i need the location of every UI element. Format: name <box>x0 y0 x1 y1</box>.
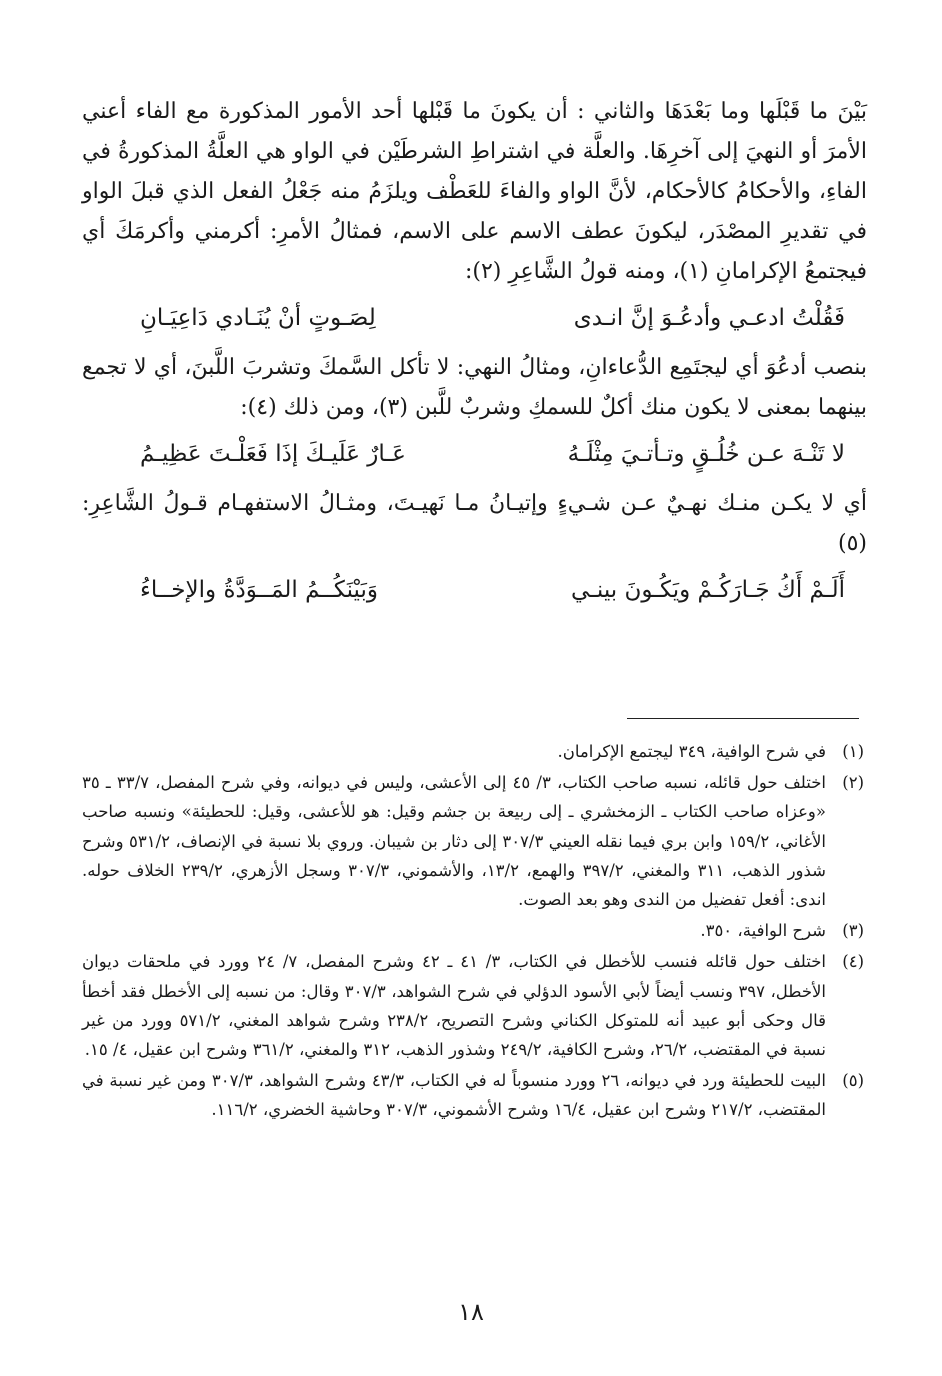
footnote-separator <box>627 718 859 719</box>
footnote-1 <box>82 737 864 766</box>
paragraph-3: أي لا يكـن منـك نهـيٌ عـن شـيءٍ وإتيـانُ مـا نَهيـتَ، ومثـالُ الاستفهـام قـولُ الشَّاعِرِ: (٥) <box>82 491 867 556</box>
verse-3-first-hemistich: أَلَـمْ أَكُ جَـارَكُـمْ ويَكُـونَ بينـي <box>570 577 845 603</box>
footnote-number: (٣) <box>842 921 864 941</box>
footnote-number: (٥) <box>842 1071 864 1091</box>
verse-1-first-hemistich: فَقُلْتُ ادعـي وأدعُـوَ إنَّ انـدى <box>573 305 845 331</box>
verse-3 <box>82 570 867 610</box>
footnote-text: البيت للحطيئة ورد في ديوانه، ٢٦ وورد منسوباً له في الكتاب، ٤٣/٣ وشرح الشواهد، ٣٠٧/٣ ومن غير نسبة في المقتضب، ٢١٧/٢ وشرح ابن عقيل، ١٦/٤ وشرح الأشموني، ٣٠٧/٣ وحاشية الخضري، ١١٦/٢. <box>82 1071 826 1120</box>
verse-2-second-hemistich: عَـارٌ عَلَيـكَ إذَا فَعَلْـتَ عَظِيـمُ <box>140 441 406 467</box>
footnote-text: شرح الوافية، ٣٥٠. <box>700 921 826 941</box>
verse-3-second-hemistich: وَبَيْنَكُــمُ المَــوَدَّةُ والإخــاءُ <box>140 577 378 603</box>
verse-1 <box>82 298 867 338</box>
footnote-text: اختلف حول قائله فنسب للأخطل في الكتاب، ٣/ ٤١ ـ ٤٢ وشرح المفصل، ٧/ ٢٤ وورد في ملحقات ديوان الأخطل، ٣٩٧ ونسب أيضاً لأبي الأسود الدؤلي في شرح الشواهد، ٣٠٧/٣ وقال: من نسبه إلى الأخطل فقد أخطأ قال وحكى أبو عبيد أنه للمتوكل الكناني وشرح التصريح، ٢٣٨/٢ وشرح شواهد المغني، ٥٧١/٢ وورد من غير نسبة في المقتضب، ٢٦/٢، وشرح الكافية، ٢٤٩/٢ وشذور الذهب، ٣١٢ والمغني، ٣٦١/٢ وشرح ابن عقيل، ٤/ ١٥. <box>82 952 827 1060</box>
main-text <box>82 92 867 620</box>
footnote-text: اختلف حول قائله، نسبه صاحب الكتاب، ٣/ ٤٥ إلى الأعشى، وليس في ديوانه، وفي شرح المفصل، ٣٣/٧ ـ ٣٥ «وعزاه صاحب الكتاب ـ الزمخشري ـ إلى ربيعة بن جشم وقيل: هو للأعشى، وقيل: للحطيئة» ونسبه صاحب الأغاني، ١٥٩/٢ وابن بري فيما نقله العيني ٣٠٧/٣ إلى دثار بن شيبان. وروي بلا نسبة في الإنصاف، ٥٣١/٢ وشرح شذور الذهب، ٣١١ والمغني، ٣٩٧/٢ والهمع، ١٣/٢، والأشموني، ٣٠٧/٣ وسجل الأزهري، ٢٣٩/٢ الخلاف حوله. اندى: أفعل تفضيل من الندى وهو بعد الصوت. <box>82 773 827 910</box>
verse-2-first-hemistich: لا تَنْـهَ عـن خُلُـقٍ وتـأتـيَ مِثْلَـهُ <box>567 441 845 467</box>
footnote-5 <box>82 1066 864 1124</box>
paragraph-2: بنصب أدعُوَ أي ليجتَمِع الدُّعاءانِ، ومثالُ النهي: لا تأكل السَّمكَ وتشربَ اللَّبنَ، أي لا تجمع بينهما بمعنى لا يكون منك أكلٌ للسمكِ وشربٌ للَّبن (٣)، ومن ذلك (٤): <box>82 355 867 420</box>
footnote-number: (٢) <box>842 773 864 793</box>
footnote-text: في شرح الوافية، ٣٤٩ ليجتمع الإكرامان. <box>557 742 826 761</box>
footnote-number: (٤) <box>842 952 864 972</box>
footnote-number: (١) <box>842 742 864 761</box>
footnote-2 <box>82 768 864 914</box>
verse-2 <box>82 434 867 474</box>
paragraph-1: بَيْنَ ما قَبْلَها وما بَعْدَهَا والثاني : أن يكونَ ما قَبْلها أحد الأمور المذكورة مع الفاء أعني الأمرَ أو النهيَ إلى آخرِهَا. والعلَّة في اشتراطِ الشرطَيْن في الواو هي العلَّةُ المذكورةُ في الفاءِ، والأحكامُ كالأحكام، لأنَّ الواو والفاءَ للعَطْف ويلزَمُ منه جَعْلُ الفعل الذي قبلَ الواو في تقديرِ المصْدَر، ليكونَ عطف الاسم على الاسم، فمثالُ الأمرِ: أكرمني وأكرمَكَ أي فيجتمعُ الإكرامانِ (١)، ومنه قولُ الشَّاعِرِ (٢): <box>82 99 867 284</box>
footnote-3 <box>82 916 864 945</box>
page-number: ١٨ <box>458 1298 484 1326</box>
footnote-4 <box>82 947 864 1064</box>
footnotes <box>82 737 864 1127</box>
verse-1-second-hemistich: لِصَـوتٍ أنْ يُنَـادي دَاعِيَـانِ <box>140 305 376 331</box>
